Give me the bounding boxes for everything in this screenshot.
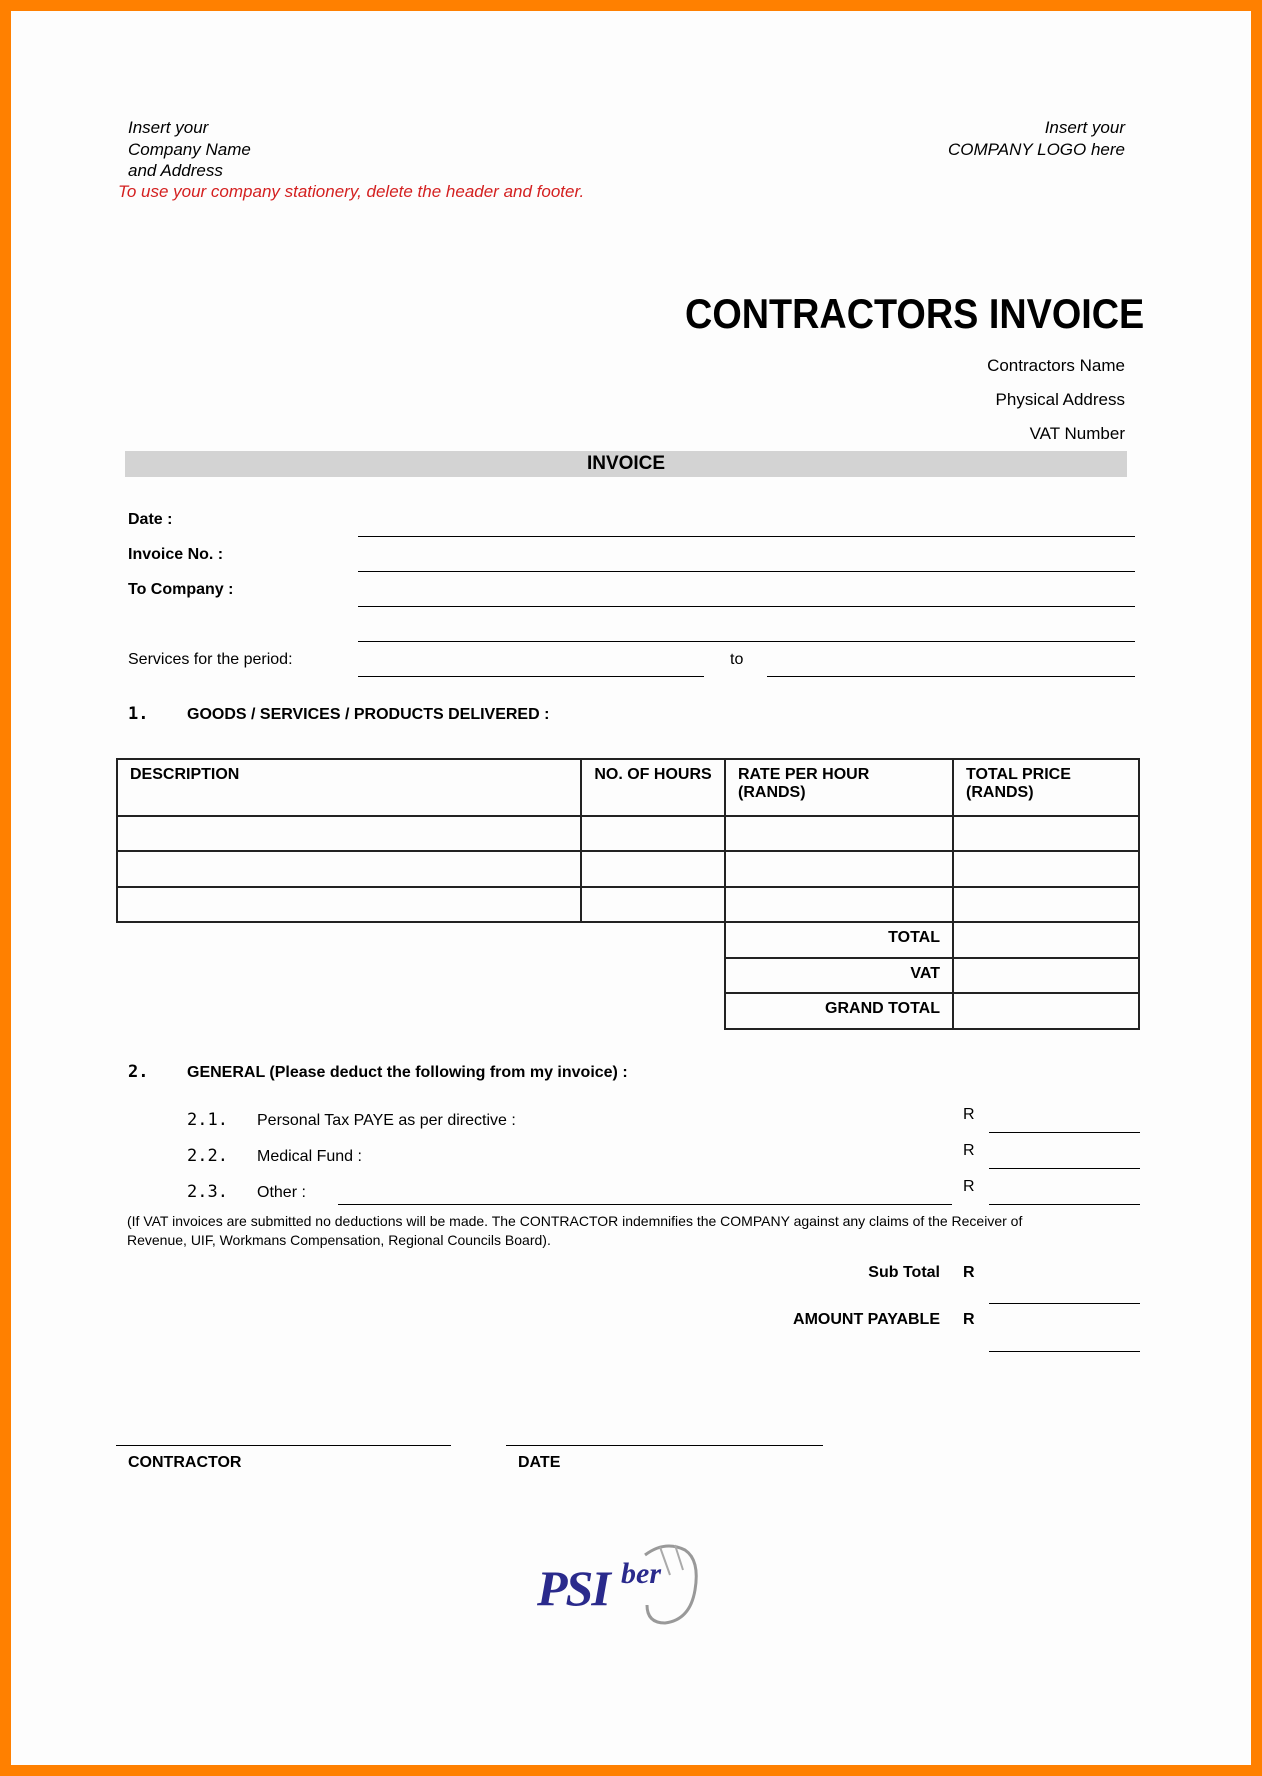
contractor-name: Contractors Name <box>987 356 1125 375</box>
currency-r: R <box>963 1142 975 1159</box>
currency-r: R <box>963 1178 975 1195</box>
section-1-title: GOODS / SERVICES / PRODUCTS DELIVERED : <box>187 706 550 723</box>
amount-payable-field[interactable] <box>989 1351 1140 1352</box>
col-header-rate: RATE PER HOUR (RANDS) <box>725 759 953 816</box>
currency-r: R <box>963 1311 975 1328</box>
total-label: TOTAL <box>725 922 953 958</box>
logo-placeholder-line-1: Insert your <box>1044 118 1125 137</box>
currency-r: R <box>963 1264 975 1281</box>
to-company-label: To Company : <box>128 581 234 598</box>
table-row[interactable] <box>117 816 1139 851</box>
table-row[interactable] <box>117 851 1139 887</box>
section-2-number: 2. <box>128 1062 149 1082</box>
goods-table <box>116 758 1140 1030</box>
logo-placeholder-line-2: COMPANY LOGO here <box>948 140 1125 159</box>
page-title: CONTRACTORS INVOICE <box>684 290 1144 337</box>
vat-label: VAT <box>725 958 953 993</box>
contractor-address: Physical Address <box>995 390 1125 409</box>
item-2-3-number: 2.3. <box>187 1182 228 1202</box>
to-company-field-2[interactable] <box>358 641 1135 642</box>
contractor-signature-line[interactable] <box>116 1445 451 1446</box>
table-row[interactable] <box>117 887 1139 922</box>
contractor-vat: VAT Number <box>1029 424 1125 443</box>
company-name-line-3: and Address <box>128 161 223 180</box>
company-name-line-1: Insert your <box>128 118 209 137</box>
company-name-line-2: Company Name <box>128 140 251 159</box>
total-value[interactable] <box>953 922 1139 958</box>
date-field[interactable] <box>358 536 1135 537</box>
item-2-3-label: Other : <box>257 1184 306 1201</box>
section-2-title: GENERAL (Please deduct the following from my invoice) : <box>187 1064 628 1081</box>
section-1-number: 1. <box>128 704 149 724</box>
psiber-logo <box>535 1535 705 1630</box>
date-label: Date : <box>128 511 173 528</box>
item-2-2-label: Medical Fund : <box>257 1148 362 1165</box>
item-2-1-number: 2.1. <box>187 1110 228 1130</box>
date-signature-line[interactable] <box>506 1445 823 1446</box>
logo-text-sub: ber <box>621 1557 661 1590</box>
grand-total-label: GRAND TOTAL <box>725 993 953 1029</box>
paye-amount-field[interactable] <box>989 1132 1140 1133</box>
period-to-label: to <box>730 651 744 668</box>
amount-payable-label: AMOUNT PAYABLE <box>793 1311 940 1328</box>
invoice-no-field[interactable] <box>358 571 1135 572</box>
contractor-signature-label: CONTRACTOR <box>128 1454 242 1471</box>
item-2-2-number: 2.2. <box>187 1146 228 1166</box>
col-header-total: TOTAL PRICE (RANDS) <box>953 759 1139 816</box>
col-header-hours: NO. OF HOURS <box>581 759 725 816</box>
grand-total-value[interactable] <box>953 993 1139 1029</box>
period-to-field[interactable] <box>767 676 1135 677</box>
other-description-field[interactable] <box>338 1204 952 1205</box>
sub-total-label: Sub Total <box>868 1264 940 1281</box>
period-label: Services for the period: <box>128 651 293 668</box>
period-from-field[interactable] <box>358 676 704 677</box>
sub-total-field[interactable] <box>989 1303 1140 1304</box>
to-company-field[interactable] <box>358 606 1135 607</box>
invoice-no-label: Invoice No. : <box>128 546 224 563</box>
deduction-note-line-2: Revenue, UIF, Workmans Compensation, Regional Councils Board). <box>127 1232 551 1248</box>
medical-amount-field[interactable] <box>989 1168 1140 1169</box>
item-2-1-label: Personal Tax PAYE as per directive : <box>257 1112 516 1129</box>
vat-value[interactable] <box>953 958 1139 993</box>
deduction-note-line-1: (If VAT invoices are submitted no deductions will be made. The CONTRACTOR indemnifies the COMPANY against any claims of the Receiver of <box>127 1213 1023 1229</box>
currency-r: R <box>963 1106 975 1123</box>
date-signature-label: DATE <box>518 1454 561 1471</box>
logo-text-main: PSI <box>537 1560 609 1616</box>
invoice-banner: INVOICE <box>125 451 1127 477</box>
other-amount-field[interactable] <box>989 1204 1140 1205</box>
col-header-description: DESCRIPTION <box>117 759 581 816</box>
stationery-note: To use your company stationery, delete the header and footer. <box>118 182 585 201</box>
